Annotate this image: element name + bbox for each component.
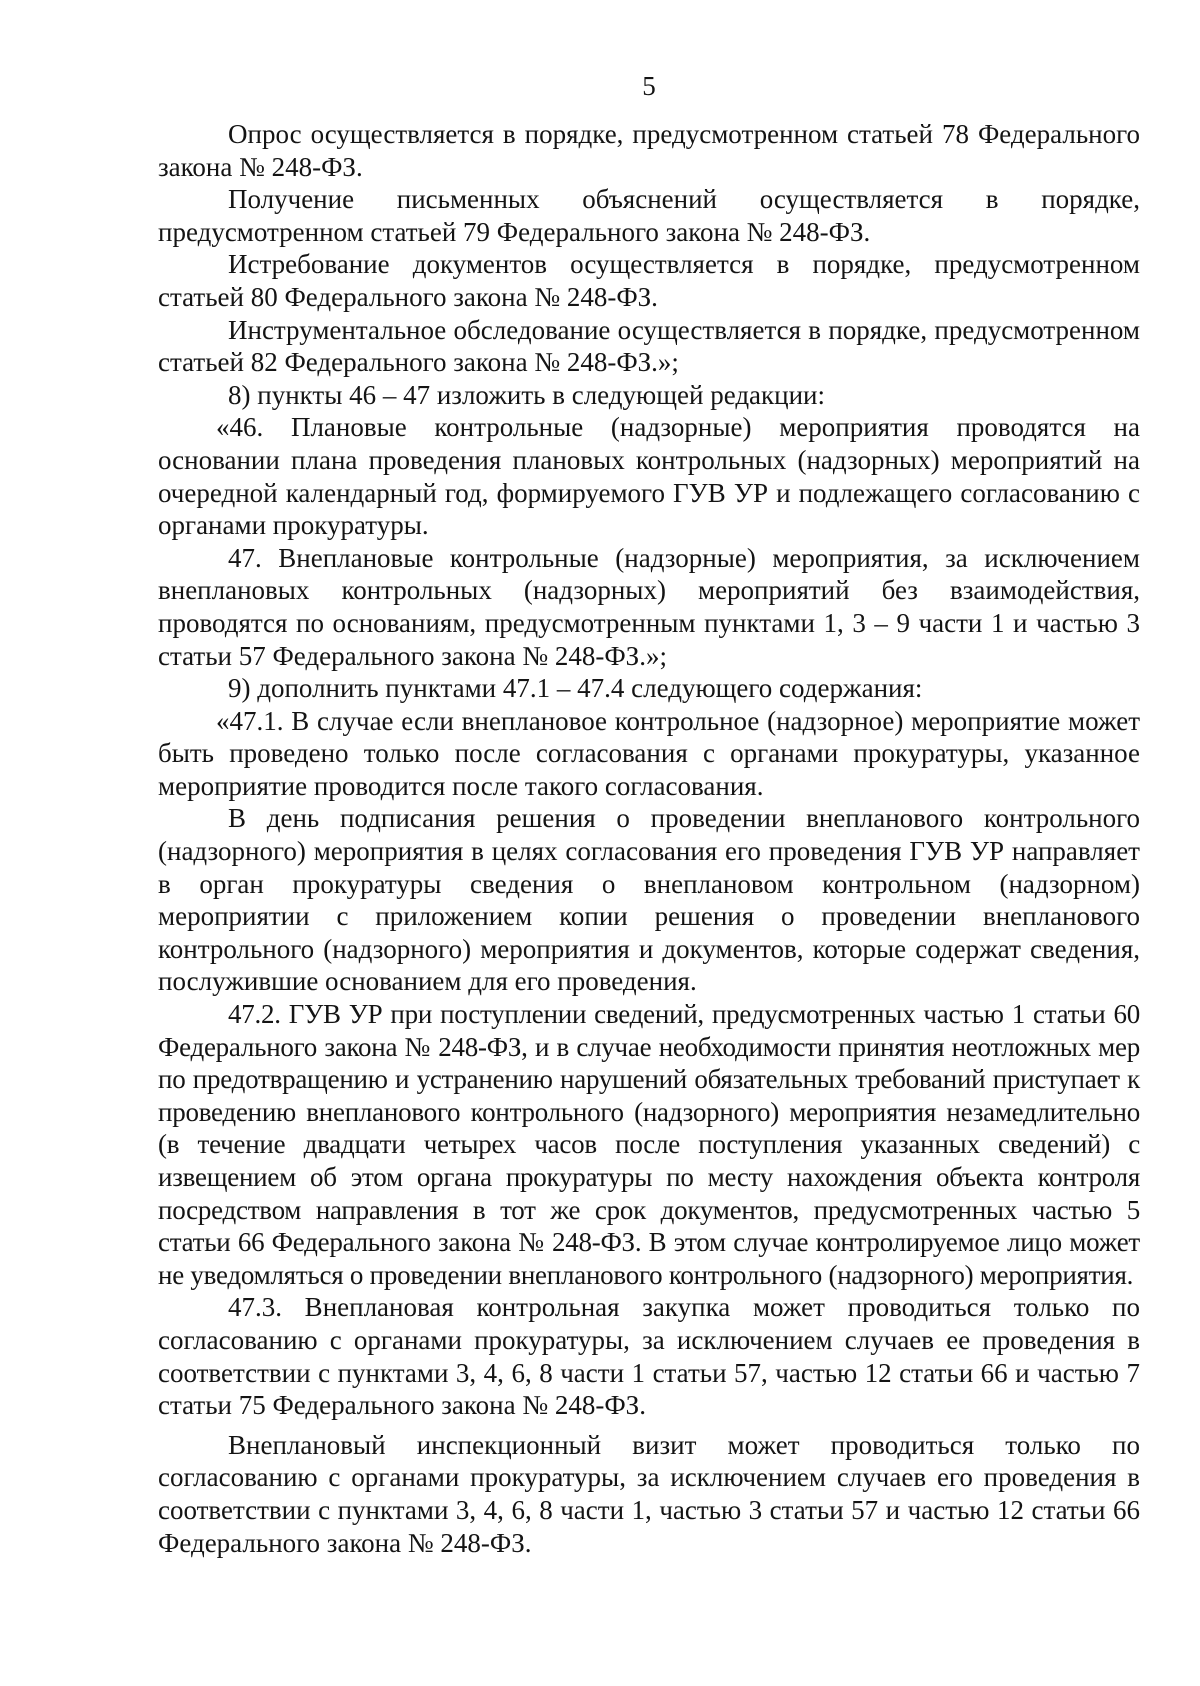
paragraph-clause-47-2: 47.2. ГУВ УР при поступлении сведений, предусмотренных частью 1 статьи 60 Федерального закона № 248-ФЗ, и в случае необходимости принятия неотложных мер по предотвращению и устранению нарушений обязательных требований приступает к проведению внепланового контрольного (надзорного) мероприятия незамедлительно (в течение двадцати четырех часов после поступления указанных сведений) с извещением об этом органа прокуратуры по месту нахождения объекта контроля посредством направления в тот же срок документов, предусмотренных частью 5 статьи 66 Федерального закона № 248-ФЗ. В этом случае контролируемое лицо может не уведомляться о проведении внепланового контрольного (надзорного) мероприятия. — [158, 999, 1140, 1290]
paragraph-instrumental-inspection: Инструментальное обследование осуществляется в порядке, предусмотренном статьей 82 Федерального закона № 248-ФЗ.»; — [158, 314, 1140, 378]
paragraph-clause-47-3: 47.3. Внеплановая контрольная закупка может проводиться только по согласованию с органами прокуратуры, за исключением случаев ее проведения в соответствии с пунктами 3, 4, 6, 8 части 1 статьи 57, частью 12 статьи 66 и частью 7 статьи 75 Федерального закона № 248-ФЗ. — [158, 1292, 1140, 1421]
paragraph-survey: Опрос осуществляется в порядке, предусмотренном статьей 78 Федерального закона № 248-ФЗ. — [158, 119, 1140, 182]
paragraph-clause-47-1: «47.1. В случае если внеплановое контрольное (надзорное) мероприятие может быть проведено только после согласования с органами прокуратуры, указанное мероприятие проводится после такого согласования. — [158, 705, 1140, 801]
document-page — [158, 0, 1140, 1686]
paragraph-inspection-visit: Внеплановый инспекционный визит может проводиться только по согласованию с органами прокуратуры, за исключением случаев его проведения в соответствии с пунктами 3, 4, 6, 8 части 1, частью 3 статьи 57 и частью 12 статьи 66 Федерального закона № 248-ФЗ. — [158, 1429, 1140, 1558]
document-body — [158, 118, 1140, 1559]
paragraph-clause-47: 47. Внеплановые контрольные (надзорные) мероприятия, за исключением внеплановых контрольных (надзорных) мероприятий без взаимодействия, проводятся по основаниям, предусмотренным пунктами 1, 3 – 9 части 1 и частью 3 статьи 57 Федерального закона № 248-ФЗ.»; — [158, 542, 1140, 671]
paragraph-document-request: Истребование документов осуществляется в порядке, предусмотренном статьей 80 Федерального закона № 248-ФЗ. — [158, 249, 1140, 312]
paragraph-clause-46: «46. Плановые контрольные (надзорные) мероприятия проводятся на основании плана проведения плановых контрольных (надзорных) мероприятий на очередной календарный год, формируемого ГУВ УР и подлежащего согласованию с органами прокуратуры. — [158, 412, 1140, 541]
paragraph-item-9: 9) дополнить пунктами 47.1 – 47.4 следующего содержания: — [228, 673, 923, 704]
paragraph-written-explanations: Получение письменных объяснений осуществляется в порядке, предусмотренном статьей 79 Федерального закона № 248-ФЗ. — [158, 184, 1140, 247]
paragraph-signing-day: В день подписания решения о проведении внепланового контрольного (надзорного) мероприятия в целях согласования его проведения ГУВ УР направляет в орган прокуратуры сведения о внеплановом контрольном (надзорном) мероприятии с приложением копии решения о проведении внепланового контрольного (надзорного) мероприятия и документов, которые содержат сведения, послужившие основанием для его проведения. — [158, 803, 1140, 997]
paragraph-item-8: 8) пункты 46 – 47 изложить в следующей редакции: — [228, 379, 826, 410]
page-number: 5 — [642, 71, 656, 101]
